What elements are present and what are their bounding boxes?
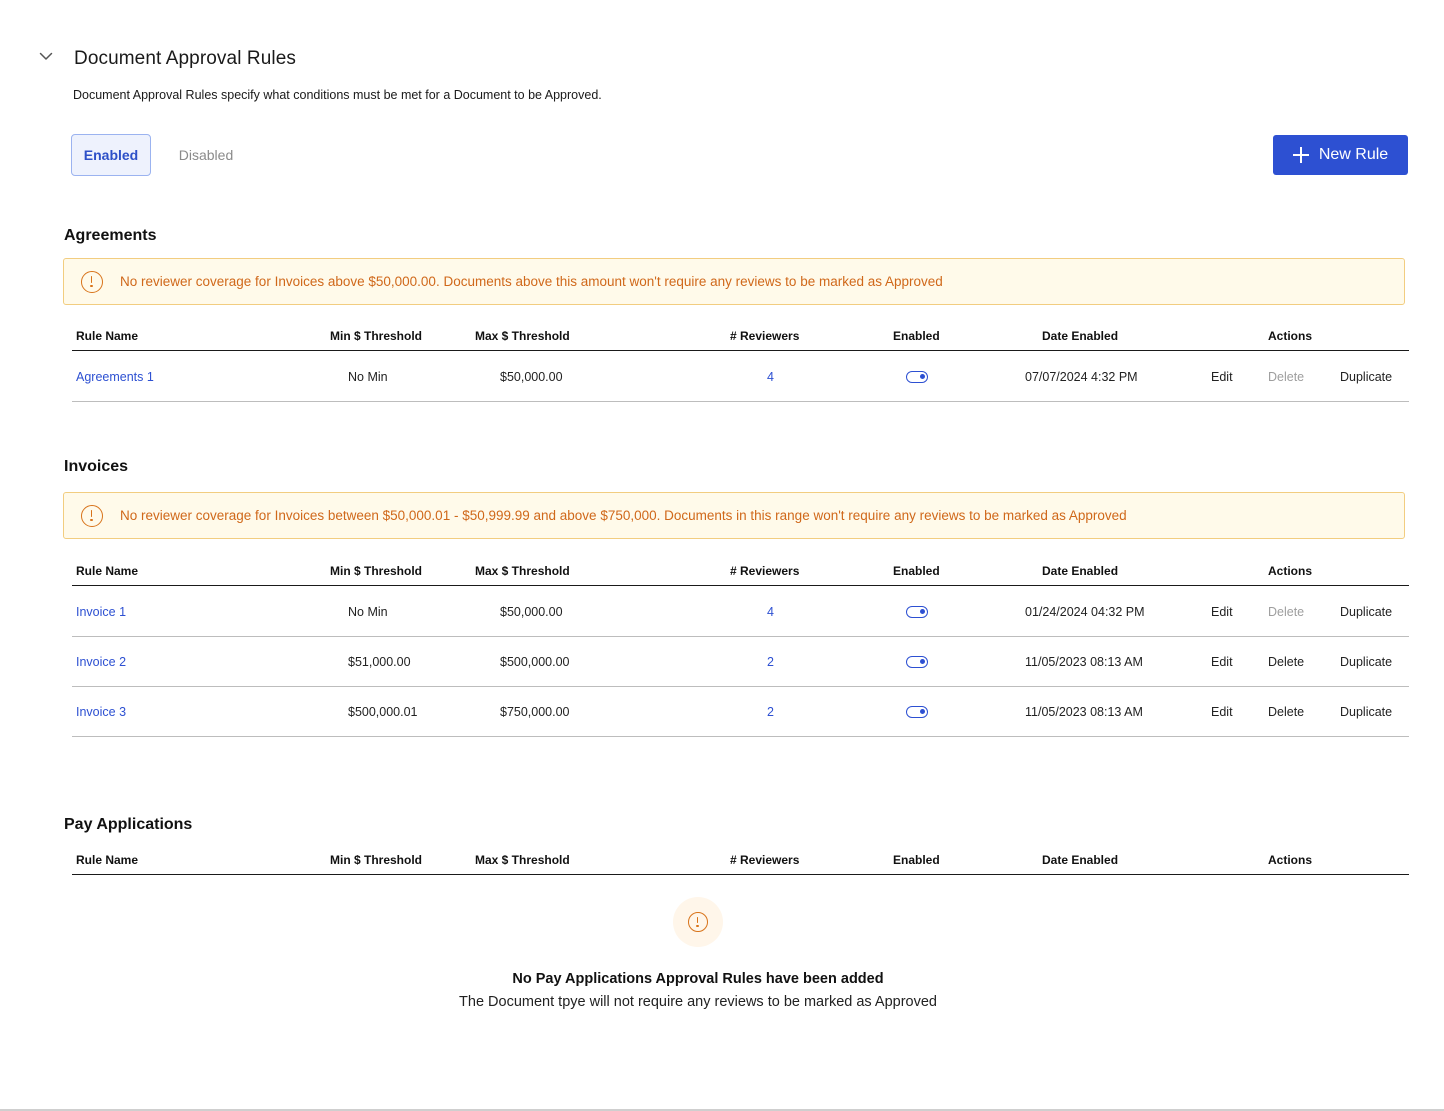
alert-message: No reviewer coverage for Invoices between $50,000.01 - $50,999.99 and above $750,000. Documents in this range won't require any reviews to be marked as Approved [120,508,1127,523]
page-title: Document Approval Rules [74,48,296,69]
col-rule-name: Rule Name [76,853,139,867]
plus-icon [1293,147,1309,163]
enabled-toggle-cell [906,352,928,401]
max-threshold: $50,000.00 [500,604,563,619]
col-date-enabled: Date Enabled [1042,329,1119,343]
duplicate-button[interactable]: Duplicate [1340,704,1393,719]
agreements-coverage-alert [63,258,1405,305]
delete-button: Delete [1268,604,1305,619]
duplicate-button[interactable]: Duplicate [1340,654,1393,669]
date-enabled: 07/07/2024 4:32 PM [1025,369,1138,384]
col-enabled: Enabled [893,329,940,343]
col-rule-name: Rule Name [76,329,139,343]
col-rule-name: Rule Name [76,564,139,578]
reviewers-count-link[interactable]: 2 [767,704,774,719]
empty-state-badge [673,897,723,947]
edit-button[interactable]: Edit [1211,654,1233,669]
min-threshold: No Min [348,604,388,619]
enabled-toggle-cell [906,637,928,686]
col-actions: Actions [1268,853,1313,867]
table-row [72,352,1409,402]
new-rule-button[interactable] [1273,135,1408,175]
invoices-coverage-alert [63,492,1405,539]
reviewers-count-link[interactable]: 2 [767,654,774,669]
warning-icon [81,271,103,293]
table-row [72,687,1409,737]
rule-name-link[interactable]: Invoice 3 [76,704,127,719]
agreements-section-title: Agreements [64,227,157,244]
new-rule-label: New Rule [1318,146,1389,163]
col-actions: Actions [1268,329,1313,343]
chevron-down-icon[interactable] [36,46,56,66]
table-row [72,587,1409,637]
filter-disabled-button[interactable]: Disabled [178,147,234,163]
enabled-toggle[interactable] [906,656,928,668]
reviewers-count-link[interactable]: 4 [767,369,774,384]
col-reviewers: # Reviewers [730,853,800,867]
enabled-toggle[interactable] [906,371,928,383]
warning-icon [688,912,708,932]
reviewers-count-link[interactable]: 4 [767,604,774,619]
duplicate-button[interactable]: Duplicate [1340,369,1393,384]
invoices-section-title: Invoices [64,458,129,475]
col-min-threshold: Min $ Threshold [330,564,423,578]
filter-enabled-button[interactable]: Enabled [71,134,151,176]
col-date-enabled: Date Enabled [1042,564,1119,578]
enabled-toggle[interactable] [906,706,928,718]
col-min-threshold: Min $ Threshold [330,853,423,867]
rule-name-link[interactable]: Invoice 2 [76,654,127,669]
col-max-threshold: Max $ Threshold [475,564,570,578]
date-enabled: 01/24/2024 04:32 PM [1025,604,1145,619]
col-date-enabled: Date Enabled [1042,853,1119,867]
col-actions: Actions [1268,564,1313,578]
edit-button[interactable]: Edit [1211,369,1233,384]
delete-button[interactable]: Delete [1268,704,1305,719]
warning-icon [81,505,103,527]
col-max-threshold: Max $ Threshold [475,853,570,867]
delete-button: Delete [1268,369,1305,384]
col-max-threshold: Max $ Threshold [475,329,570,343]
agreements-table-header [72,321,1409,351]
empty-state-title: No Pay Applications Approval Rules have been added [512,971,884,987]
delete-button[interactable]: Delete [1268,654,1305,669]
page-subtitle: Document Approval Rules specify what conditions must be met for a Document to be Approved. [73,88,602,102]
col-reviewers: # Reviewers [730,564,800,578]
edit-button[interactable]: Edit [1211,604,1233,619]
rule-name-link[interactable]: Agreements 1 [76,369,154,384]
enabled-toggle-cell [906,587,928,636]
col-enabled: Enabled [893,564,940,578]
col-enabled: Enabled [893,853,940,867]
max-threshold: $50,000.00 [500,369,563,384]
max-threshold: $750,000.00 [500,704,570,719]
edit-button[interactable]: Edit [1211,704,1233,719]
col-reviewers: # Reviewers [730,329,800,343]
min-threshold: No Min [348,369,388,384]
enabled-toggle[interactable] [906,606,928,618]
date-enabled: 11/05/2023 08:13 AM [1025,704,1143,719]
invoices-table-header [72,556,1409,586]
section-header [36,46,56,66]
pay-applications-section-title: Pay Applications [64,816,193,833]
min-threshold: $500,000.01 [348,704,418,719]
table-row [72,637,1409,687]
min-threshold: $51,000.00 [348,654,411,669]
rule-name-link[interactable]: Invoice 1 [76,604,127,619]
col-min-threshold: Min $ Threshold [330,329,423,343]
empty-state-message: The Document tpye will not require any reviews to be marked as Approved [459,994,937,1010]
max-threshold: $500,000.00 [500,654,570,669]
date-enabled: 11/05/2023 08:13 AM [1025,654,1143,669]
pay-applications-table-header [72,845,1409,875]
enabled-toggle-cell [906,687,928,736]
duplicate-button[interactable]: Duplicate [1340,604,1393,619]
alert-message: No reviewer coverage for Invoices above $50,000.00. Documents above this amount won't require any reviews to be marked as Approved [120,274,943,289]
